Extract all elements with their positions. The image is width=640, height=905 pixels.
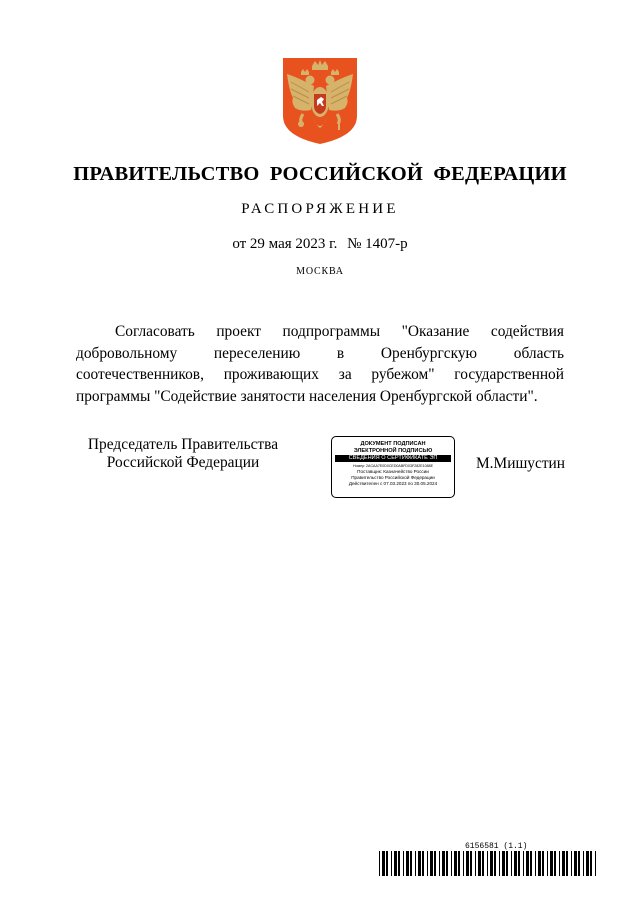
- document-place: МОСКВА: [296, 266, 344, 277]
- electronic-signature-stamp: [331, 436, 455, 498]
- government-title: ПРАВИТЕЛЬСТВО РОССИЙСКОЙ ФЕДЕРАЦИИ: [73, 163, 567, 185]
- document-kind: РАСПОРЯЖЕНИЕ: [241, 201, 399, 217]
- stamp-issuer: Поставщик: Казначейство России: [357, 469, 429, 474]
- signer-role: [80, 436, 286, 472]
- order-text: Согласовать проект подпрограммы "Оказание содействия добровольному переселению в Оренбургскую область соотечественников, проживающих за рубежом" государственной программы "Содействие занятости населения Оренбургской области".: [76, 323, 564, 405]
- stamp-banner: СВЕДЕНИЯ О СЕРТИФИКАТЕ ЭП: [335, 455, 451, 462]
- stamp-line1: ДОКУМЕНТ ПОДПИСАН: [360, 441, 426, 447]
- document-number: № 1407-р: [347, 236, 408, 252]
- stamp-owner: Правительство Российской Федерации: [351, 475, 435, 480]
- signer-role-line1: Председатель Правительства: [87, 436, 279, 453]
- coat-of-arms-icon: [281, 56, 359, 146]
- signer-name: М.Мишустин: [476, 455, 566, 472]
- barcode: [379, 851, 597, 876]
- signer-role-line2: Российской Федерации: [106, 454, 260, 471]
- document-date: от 29 мая 2023 г.: [232, 236, 338, 252]
- stamp-serial: Номер: 2ACAA7E0D0CED0ABFD03F282E1088E: [353, 464, 433, 468]
- stamp-validity: Действителен с 07.03.2023 по 30.05.2024: [348, 481, 438, 486]
- document-code: 6156581 (1.1): [465, 842, 528, 851]
- stamp-line2: ЭЛЕКТРОННОЙ ПОДПИСЬЮ: [353, 447, 433, 454]
- document-date-line: [0, 236, 640, 253]
